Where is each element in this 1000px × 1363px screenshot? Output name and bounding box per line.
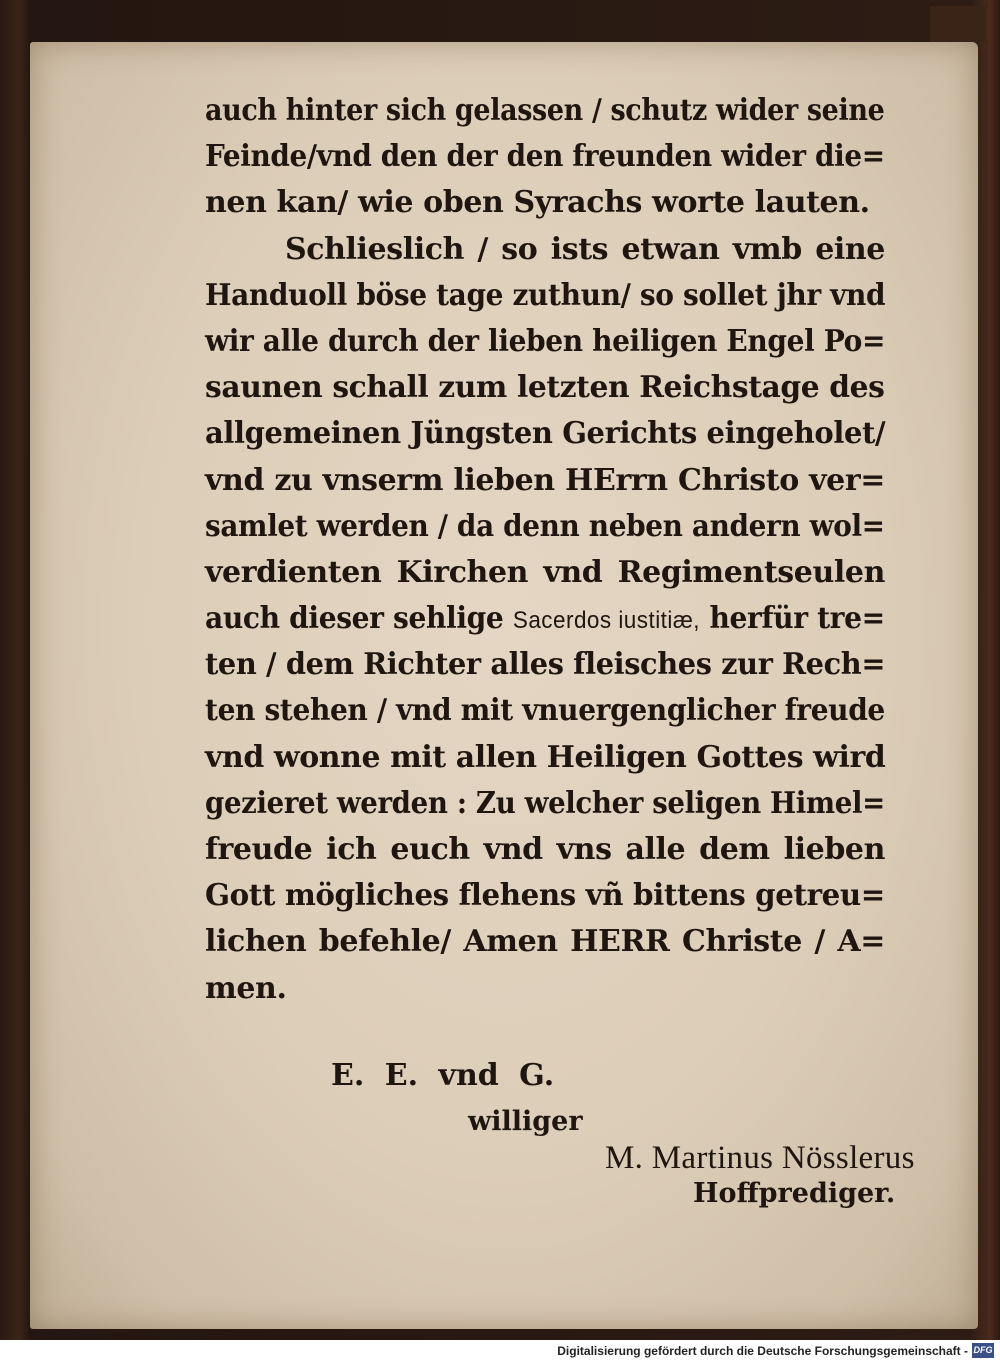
closing-willing: williger xyxy=(468,1106,583,1137)
closing-salutation: E. E. vnd G. xyxy=(331,1058,555,1093)
text-line: samlet werden / da denn neben andern wol= xyxy=(205,508,885,544)
text-line: ten / dem Richter alles fleisches zur Rech= xyxy=(205,647,886,683)
text-line: gezieret werden : Zu welcher seligen Himel= xyxy=(205,785,885,821)
text-line: vnd zu vnserm lieben HErrn Christo ver= xyxy=(205,462,885,498)
text-line: Schlieslich / so ists etwan vmb eine xyxy=(285,231,885,267)
text-line: ten stehen / vnd mit vnuergenglicher freude xyxy=(205,693,885,729)
text-segment: auch dieser sehlige xyxy=(205,601,513,637)
footer-bar xyxy=(0,1340,1000,1363)
text-line: men. xyxy=(205,970,287,1006)
dfg-logo-icon: DFG xyxy=(972,1343,994,1358)
text-line: Feinde/vnd den der den freunden wider die= xyxy=(205,139,885,175)
text-line: wir alle durch der lieben heiligen Engel Po= xyxy=(205,323,886,359)
body-text xyxy=(205,88,885,1012)
text-line: verdienten Kirchen vnd Regimentseulen xyxy=(205,554,885,590)
text-line: lichen befehle/ Amen HERR Christe / A= xyxy=(205,924,885,960)
page-corner xyxy=(930,6,986,42)
text-line: saunen schall zum letzten Reichstage des xyxy=(205,370,885,406)
footer-credit: Digitalisierung gefördert durch die Deutsche Forschungsgemeinschaft - xyxy=(557,1344,968,1358)
text-line: Handuoll böse tage zuthun/ so sollet jhr vnd xyxy=(205,277,886,313)
text-line: auch hinter sich gelassen / schutz wider seine xyxy=(205,93,885,128)
text-line: nen kan/ wie oben Syrachs worte lauten. xyxy=(205,185,870,221)
author-name: M. Martinus Nösslerus xyxy=(605,1140,915,1176)
text-line: Gott mögliches flehens vñ bittens getreu= xyxy=(205,878,885,914)
text-line-latin xyxy=(205,596,885,642)
author-title: Hoffprediger. xyxy=(693,1178,896,1209)
text-line: allgemeinen Jüngsten Gerichts eingeholet/ xyxy=(205,416,886,452)
text-line: vnd wonne mit allen Heiligen Gottes wird xyxy=(205,739,886,775)
text-line: freude ich euch vnd vns alle dem lieben xyxy=(205,832,885,867)
text-segment: herfür tre= xyxy=(700,601,885,637)
latin-phrase: Sacerdos iustitiæ, xyxy=(512,607,701,635)
